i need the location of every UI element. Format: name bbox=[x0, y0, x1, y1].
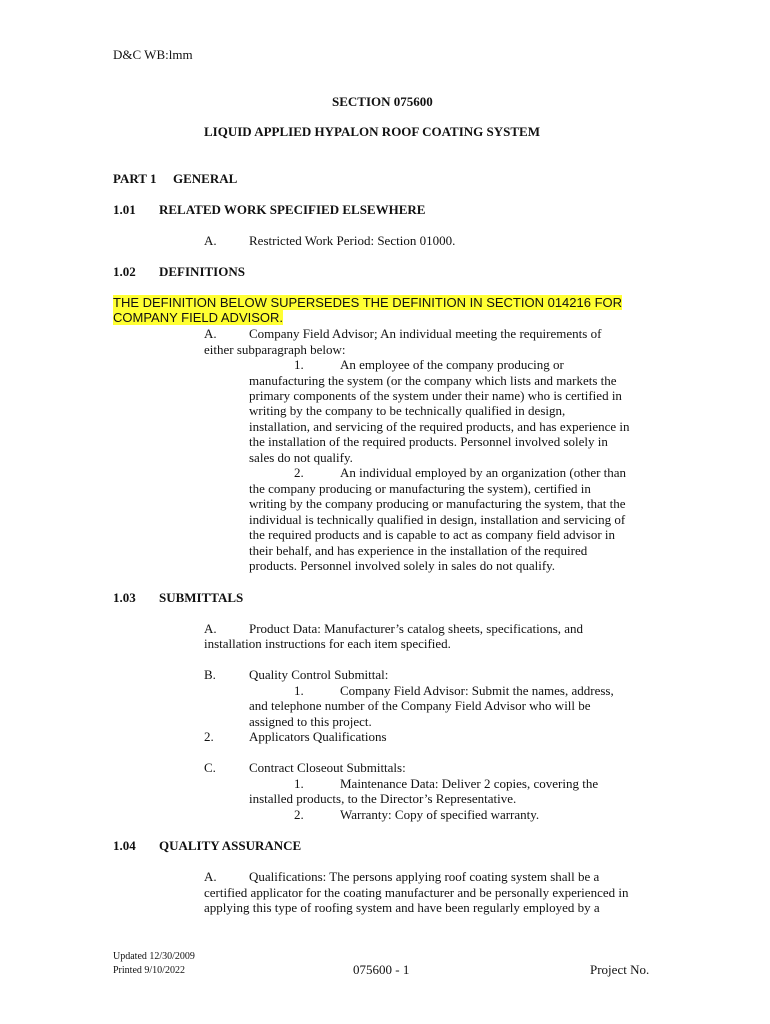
subparagraph-text: installed products, to the Director’s Representative. bbox=[249, 791, 517, 806]
header-initials: D&C WB:lmm bbox=[113, 47, 193, 62]
article-title: QUALITY ASSURANCE bbox=[159, 838, 302, 853]
editor-note-highlight: THE DEFINITION BELOW SUPERSEDES THE DEFINITION IN SECTION 014216 FOR bbox=[113, 295, 623, 310]
subparagraph-text: installation, and servicing of the required products, and has experience in bbox=[249, 419, 630, 434]
subparagraph-marker: 1. bbox=[294, 776, 304, 791]
paragraph-marker: A. bbox=[204, 621, 217, 636]
subparagraph-text: Applicators Qualifications bbox=[249, 729, 387, 744]
subparagraph-marker: 1. bbox=[294, 683, 304, 698]
paragraph-text: either subparagraph below: bbox=[204, 342, 346, 357]
article-title: DEFINITIONS bbox=[159, 264, 245, 279]
subparagraph-marker: 1. bbox=[294, 357, 304, 372]
subparagraph-text: An employee of the company producing or bbox=[340, 357, 564, 372]
subparagraph-marker: 2. bbox=[294, 807, 304, 822]
subparagraph-text: the company producing or manufacturing the system), certified in bbox=[249, 481, 591, 496]
subparagraph-text: An individual employed by an organization (other than bbox=[340, 465, 627, 480]
subparagraph-text: assigned to this project. bbox=[249, 714, 372, 729]
subparagraph-text: their behalf, and has experience in the installation of the required bbox=[249, 543, 588, 558]
paragraph-marker: C. bbox=[204, 760, 216, 775]
part-title: GENERAL bbox=[173, 171, 238, 186]
article-title: RELATED WORK SPECIFIED ELSEWHERE bbox=[159, 202, 426, 217]
subparagraph-text: the required products and is capable to act as company field advisor in bbox=[249, 527, 616, 542]
article-title: SUBMITTALS bbox=[159, 590, 244, 605]
article-number: 1.02 bbox=[113, 264, 136, 279]
subparagraph-text: Maintenance Data: Deliver 2 copies, covering the bbox=[340, 776, 599, 791]
paragraph-marker: A. bbox=[204, 233, 217, 248]
paragraph-text: Company Field Advisor; An individual meeting the requirements of bbox=[249, 326, 602, 341]
subparagraph-marker: 2. bbox=[204, 729, 214, 744]
subparagraph-marker: 2. bbox=[294, 465, 304, 480]
part-label: PART 1 bbox=[113, 171, 157, 186]
paragraph-text: Product Data: Manufacturer’s catalog sheets, specifications, and bbox=[249, 621, 584, 636]
subparagraph-text: writing by the company to be technically qualified in design, bbox=[249, 403, 566, 418]
paragraph-text: Quality Control Submittal: bbox=[249, 667, 389, 682]
paragraph-text: Restricted Work Period: Section 01000. bbox=[249, 233, 456, 248]
subparagraph-text: primary components of the system under their name) who is certified in bbox=[249, 388, 622, 403]
paragraph-text: applying this type of roofing system and have been regularly employed by a bbox=[204, 900, 600, 915]
section-number: SECTION 075600 bbox=[332, 94, 433, 109]
paragraph-text: Contract Closeout Submittals: bbox=[249, 760, 406, 775]
paragraph-marker: A. bbox=[204, 326, 217, 341]
footer-updated-date: Updated 12/30/2009 bbox=[113, 951, 195, 962]
subparagraph-text: Company Field Advisor: Submit the names, address, bbox=[340, 683, 614, 698]
subparagraph-text: writing by the company producing or manufacturing the system, that the bbox=[249, 496, 626, 511]
subparagraph-text: individual is technically qualified in design, installation and servicing of bbox=[249, 512, 626, 527]
subparagraph-text: manufacturing the system (or the company which lists and markets the bbox=[249, 373, 617, 388]
paragraph-text: certified applicator for the coating manufacturer and be personally experienced in bbox=[204, 885, 629, 900]
paragraph-marker: A. bbox=[204, 869, 217, 884]
section-title: LIQUID APPLIED HYPALON ROOF COATING SYSTEM bbox=[204, 124, 540, 139]
page-number: 075600 - 1 bbox=[353, 962, 410, 977]
project-number-label: Project No. bbox=[590, 962, 650, 977]
footer-printed-date: Printed 9/10/2022 bbox=[113, 965, 185, 976]
subparagraph-text: and telephone number of the Company Field Advisor who will be bbox=[249, 698, 591, 713]
paragraph-marker: B. bbox=[204, 667, 216, 682]
paragraph-text: installation instructions for each item specified. bbox=[204, 636, 451, 651]
article-number: 1.03 bbox=[113, 590, 136, 605]
subparagraph-text: the installation of the required products. Personnel involved solely in bbox=[249, 434, 608, 449]
subparagraph-text: products. Personnel involved solely in sales do not qualify. bbox=[249, 558, 556, 573]
subparagraph-text: sales do not qualify. bbox=[249, 450, 353, 465]
editor-note-highlight: COMPANY FIELD ADVISOR. bbox=[113, 310, 284, 325]
article-number: 1.04 bbox=[113, 838, 136, 853]
paragraph-text: Qualifications: The persons applying roof coating system shall be a bbox=[249, 869, 600, 884]
article-number: 1.01 bbox=[113, 202, 136, 217]
subparagraph-text: Warranty: Copy of specified warranty. bbox=[340, 807, 540, 822]
